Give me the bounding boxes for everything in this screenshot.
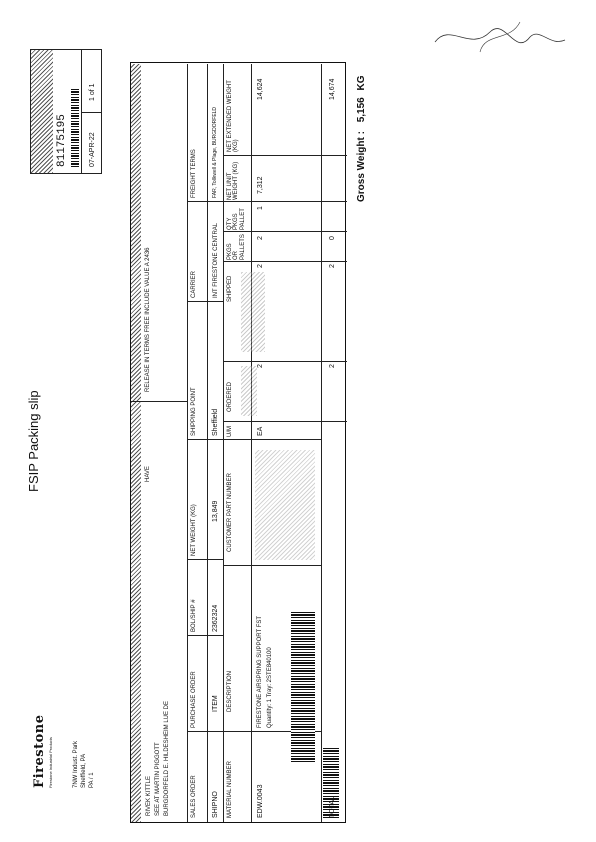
hdr-carrier: CARRIER xyxy=(191,270,197,298)
cell-description2: Quantity: 1 Tray: 2STE840100 xyxy=(267,647,273,728)
total-ext-weight: 14,674 xyxy=(329,78,336,100)
r2-div xyxy=(223,231,347,232)
val-carrier: INT FIRESTONE CENTRAL xyxy=(213,222,219,298)
cell-shipped: 2 xyxy=(257,264,264,268)
row1-top xyxy=(187,64,188,822)
r1-div xyxy=(187,731,223,732)
r1-div xyxy=(187,201,223,202)
val-shipping-point: Sheffield xyxy=(212,408,219,436)
cell-description: FIRESTONE AIRSPRING SUPPORT FST xyxy=(257,615,263,728)
val-net-weight: 13,849 xyxy=(212,500,219,522)
hdr-customer-part: CUSTOMER PART NUMBER xyxy=(227,473,233,552)
val-sales-order: SHIPNO xyxy=(212,791,219,818)
ship-to-line: SEE AT MARTIN PIGGOTT xyxy=(155,742,161,816)
gross-value: 5,156 xyxy=(356,97,367,123)
total-top xyxy=(321,64,322,822)
total-ordered: 2 xyxy=(329,364,336,368)
shipped-noise xyxy=(241,272,265,352)
total-label: TOTAL xyxy=(329,796,336,818)
gross-unit: KG xyxy=(356,75,367,91)
hdr-freight-terms: FREIGHT TERMS xyxy=(191,149,197,198)
r2-div xyxy=(223,565,321,566)
hdr-net-weight: NET WEIGHT (KG) xyxy=(191,504,197,556)
r1-div xyxy=(187,439,223,440)
val-bol: 2362324 xyxy=(212,604,219,632)
r1-div xyxy=(187,559,223,560)
cell-material: EDW.0043 xyxy=(257,784,264,818)
customer-part-noise xyxy=(255,450,315,560)
firestone-logo xyxy=(32,714,53,788)
slip-page: 1 of 1 xyxy=(89,83,96,101)
slip-barcode xyxy=(71,87,79,167)
r1-div xyxy=(187,635,223,636)
ordered-noise xyxy=(241,366,257,416)
r1-div xyxy=(187,301,223,302)
hdr-um: U/M xyxy=(227,426,233,437)
hdr-bol: BOL/SHIP # xyxy=(191,599,197,632)
item-barcode xyxy=(291,612,315,762)
ship-to-line: RIVEK KITTLE xyxy=(146,775,152,816)
r2-div xyxy=(223,439,321,440)
cell-unit-weight: 7,312 xyxy=(257,176,264,194)
r2-div xyxy=(223,361,347,362)
hdr-sales-order: SALES ORDER xyxy=(191,775,197,818)
val-purchase-order: ITEM xyxy=(212,695,219,712)
hdr-material-number: MATERIAL NUMBER xyxy=(227,760,233,818)
address-block xyxy=(72,741,96,788)
r2-div xyxy=(223,201,347,202)
logo-text: Firestone xyxy=(32,714,47,788)
notes-line: RELEASE IN TERMS FREE INCLUDE VALUE A 2436 xyxy=(145,247,151,392)
row2-top xyxy=(223,64,224,822)
hdr-pkgs: PKGS OR PALLETS xyxy=(227,234,246,260)
gross-label: Gross Weight : xyxy=(356,131,367,202)
cell-ext-weight: 14,624 xyxy=(257,78,264,100)
ship-to-block xyxy=(145,701,172,816)
slip-number: 81175195 xyxy=(56,114,68,167)
hdr-qty: QTY PKGS PALLET xyxy=(227,208,246,230)
slip-date: 07-APR-22 xyxy=(89,132,96,167)
notes-header-noise xyxy=(131,64,141,402)
hdr-net-unit: NET UNIT WEIGHT (KG) xyxy=(227,161,240,200)
total-pkgs: 0 xyxy=(329,236,336,240)
hdr-shipping-point: SHIPPING POINT xyxy=(191,387,197,436)
ship-to-header-noise xyxy=(131,402,141,822)
page-title: FSIP Packing slip xyxy=(26,390,41,492)
r2-div xyxy=(223,421,347,422)
hdr-description: DESCRIPTION xyxy=(227,670,233,712)
packing-table xyxy=(130,62,346,823)
val-freight-terms: FAR, Tollkwell & Plage, BURGDORFELD xyxy=(212,106,218,198)
cell-ordered: 2 xyxy=(257,364,264,368)
notes-line: HAVE xyxy=(145,466,151,482)
cell-um: EA xyxy=(257,426,264,436)
cell-qty: 1 xyxy=(257,206,264,210)
hdr-ordered: ORDERED xyxy=(227,381,233,412)
hdr-net-extended: NET EXTENDED WEIGHT (KG) xyxy=(227,80,240,152)
address-line: 7NW Indust. Park xyxy=(73,740,79,788)
total-shipped: 2 xyxy=(329,264,336,268)
hdr-shipped: SHIPPED xyxy=(227,275,233,302)
hdr-purchase-order: PURCHASE ORDER xyxy=(191,671,197,728)
r2-div xyxy=(223,261,347,262)
gross-weight xyxy=(356,75,367,202)
header-vdivider xyxy=(131,401,187,402)
r2-div xyxy=(223,155,347,156)
row1-mid xyxy=(207,64,208,822)
slip-box-vdivider xyxy=(81,112,102,113)
slip-box-header-noise xyxy=(31,50,53,173)
cell-pkgs: 2 xyxy=(257,236,264,240)
address-line: PA / 1 xyxy=(89,772,95,788)
row2-mid xyxy=(251,64,252,822)
logo-subtitle: Firestone Industrial Products xyxy=(48,737,53,788)
signature-image xyxy=(430,12,570,62)
ship-to-line: BURGDORFELD E. HILDESHEIM LUE DE xyxy=(164,700,170,816)
slip-number-box xyxy=(30,49,102,174)
address-line: Sheffield, PA xyxy=(81,753,87,788)
